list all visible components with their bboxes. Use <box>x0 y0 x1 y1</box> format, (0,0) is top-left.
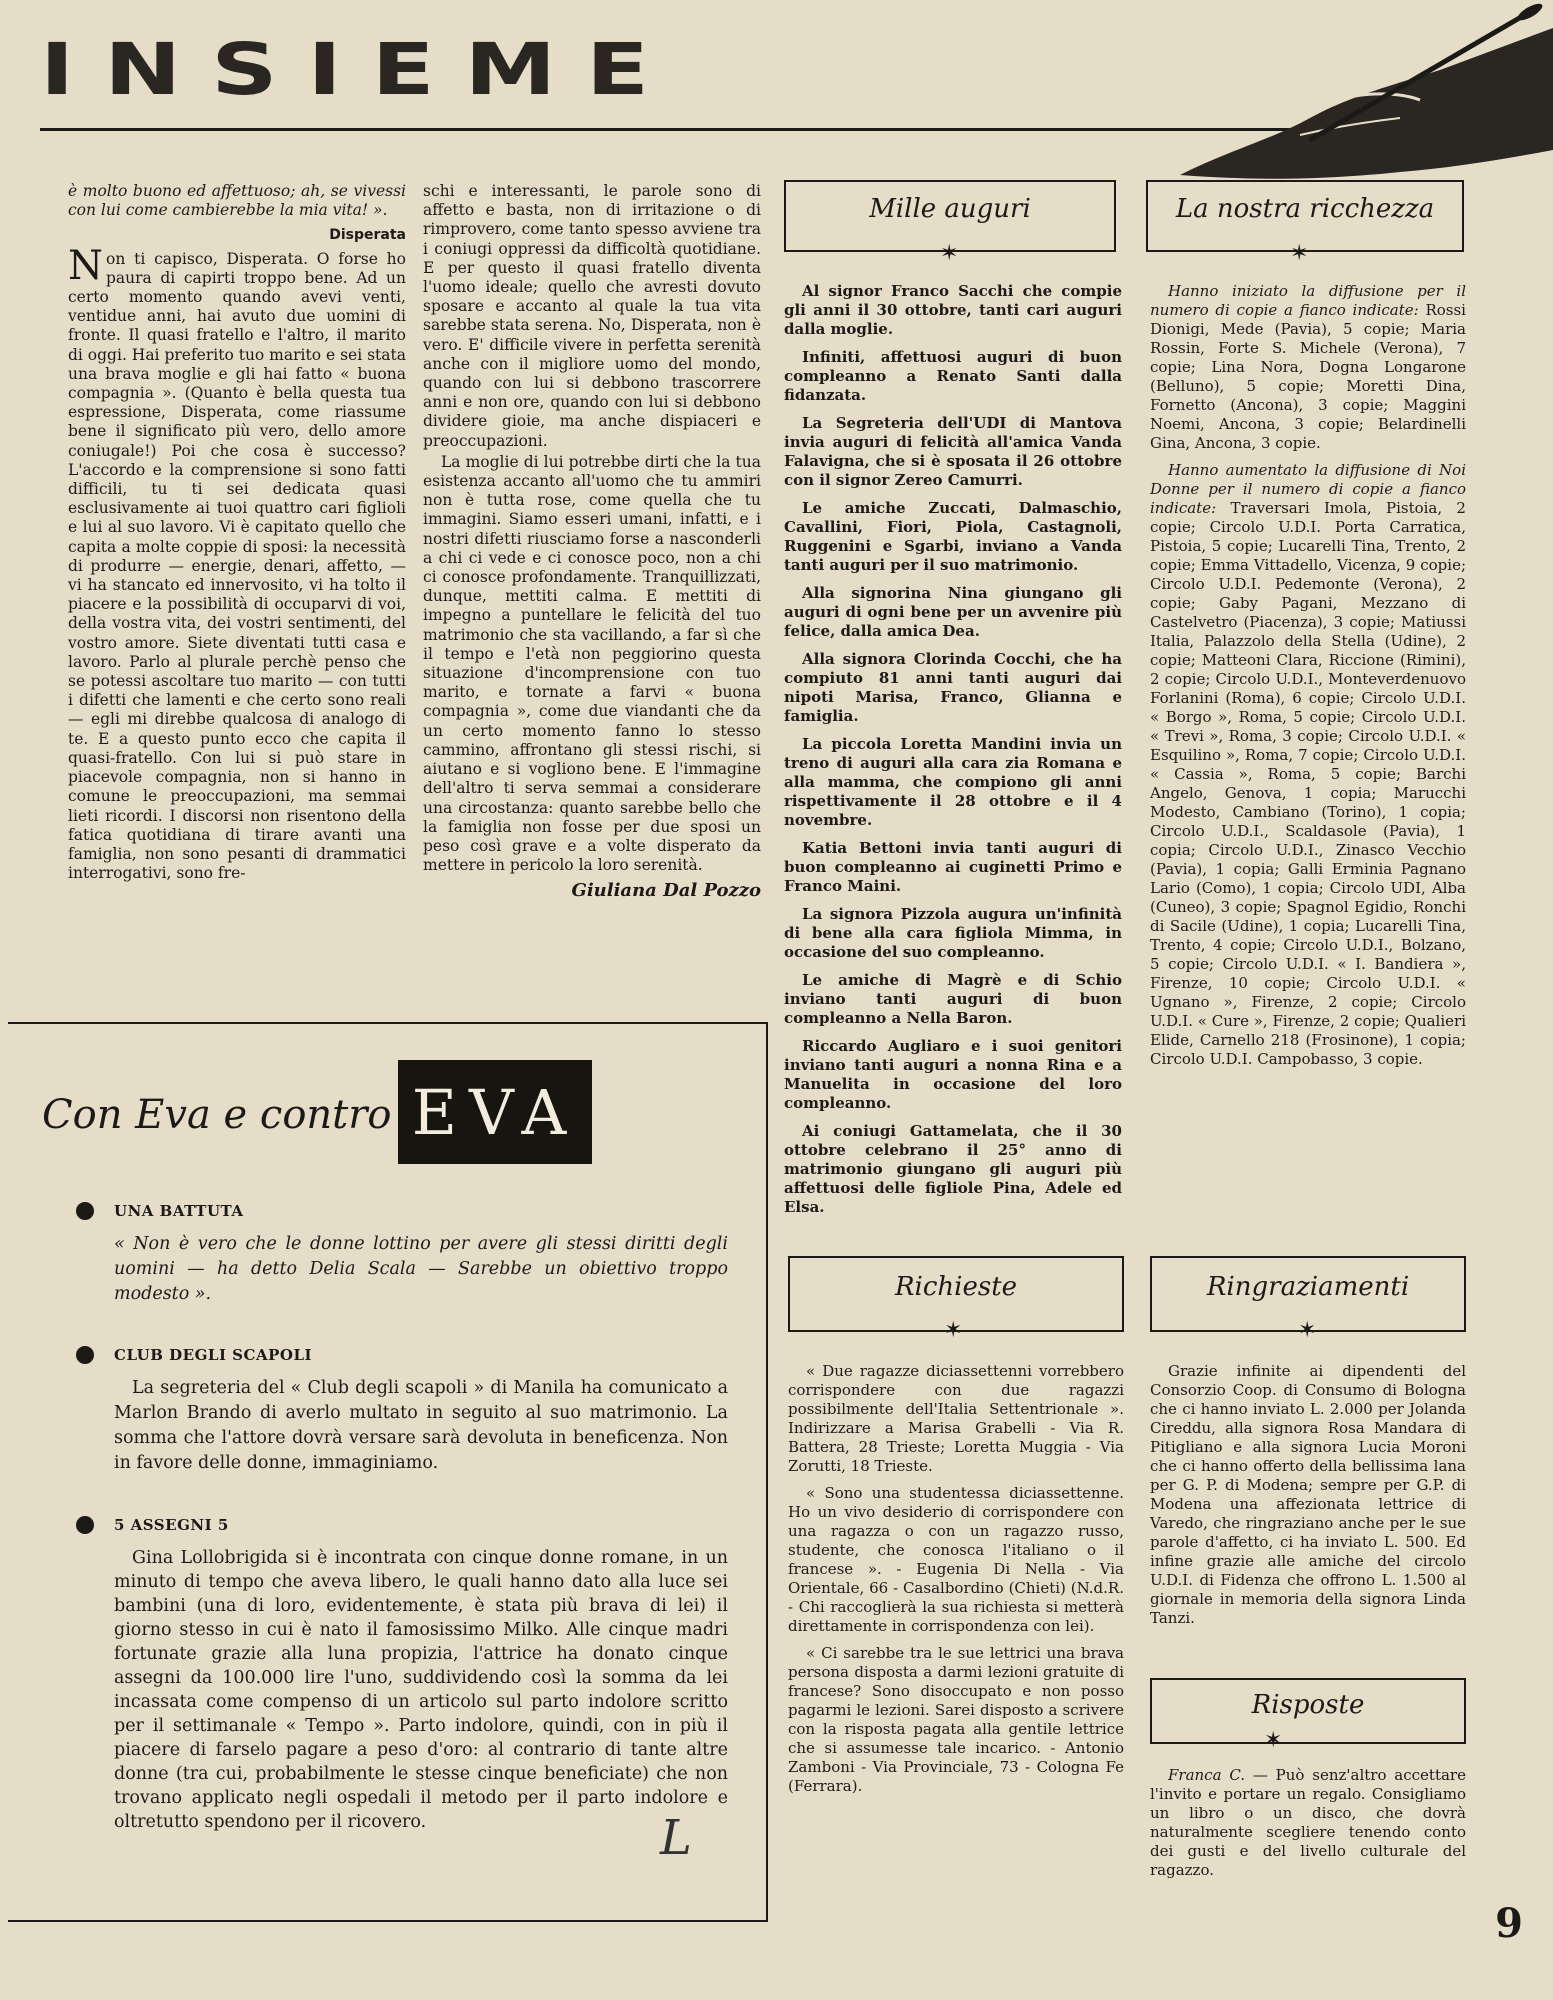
bullet-icon <box>76 1202 94 1220</box>
reply-paragraph-3: La moglie di lui potrebbe dirti che la tua esistenza accanto all'uomo che tu ammiri non è tutta rose, come quella che tu immagini. Siamo esseri umani, infatti, e i nostri difetti riusciamo forse a nasconderli a chi ci vede e ci conosce poco, non a chi ci conosce profondamente. Tranquillizzati, dunque, mettiti calma. E mettiti di impegno a puntellare le felicità del tuo matrimonio che sta vacillando, a far sì che il tempo e l'età non peggiorino questa situazione d'incomprensione con tuo marito, e tornate a farvi « buona compagnia », come due viandanti che da un certo momento fanno lo stesso cammino, affrontano gli stessi rischi, si aiutano e si vogliono bene. E l'immagine dell'altro ti serva semmai a considerare una circostanza: quanto sarebbe bello che la famiglia non fosse per due sposi un peso così grave e a volte disperato da mettere in pericolo la loro serenità. <box>423 452 761 875</box>
risposte-header <box>1150 1678 1466 1744</box>
star-icon: ✶ <box>944 1318 963 1343</box>
auguri-item: Alla signora Clorinda Cocchi, che ha compiuto 81 anni tanti auguri dai nipoti Marisa, Franco, Glianna e famiglia. <box>784 650 1122 725</box>
bullet-icon <box>76 1346 94 1364</box>
letter-heading: Disperata <box>329 227 406 244</box>
ricchezza-text <box>1150 282 1466 1077</box>
ricchezza-body-2: Traversari Imola, Pistoia, 2 copie; Circolo U.D.I. Porta Carratica, Pistoia, 5 copie; Lucarelli Tina, Trento, 2 copie; Emma Vittadello, Vicenza, 9 copie; Circolo U.D.I. Pedemonte (Verona), 2 copie; Gaby Pagani, Mezzano di Castelvetro (Piacenza), 3 copie; Matiussi Italia, Palazzolo della Stella (Udine), 2 copie; Matteoni Clara, Riccione (Rimini), 2 copie; Circolo U.D.I., Monteverdenuovo Forlanini (Roma), 6 copie; Circolo U.D.I. « Borgo », Roma, 5 copie; Circolo U.D.I. « Trevi », Roma, 3 copie; Circolo U.D.I. « Esquilino », Roma, 7 copie; Circolo U.D.I. « Cassia », Roma, 5 copie; Barchi Angelo, Genova, 1 copia; Marucchi Modesto, Cambiano (Torino), 1 copia; Circolo U.D.I., Scaldasole (Pavia), 1 copia; Circolo U.D.I., Zinasco Vecchio (Pavia), 1 copia; Galli Erminia Pagnano Lario (Como), 1 copia; Circolo UDI, Alba (Cuneo), 3 copie; Spagnol Egidio, Ronchi di Sacile (Udine), 1 copia; Lucarelli Tina, Trento, 4 copie; Circolo U.D.I., Bolzano, 5 copie; Circolo U.D.I. « I. Bandiera », Firenze, 10 copie; Circolo U.D.I. « Ugnano », Firenze, 2 copie; Circolo U.D.I. « Cure », Firenze, 2 copie; Qualieri Elide, Carnello 218 (Frosinone), 1 copia; Circolo U.D.I. Campobasso, 3 copie. <box>1150 499 1466 1068</box>
page-number: 9 <box>1495 1900 1523 1947</box>
ricchezza-lead-1: Hanno iniziato la diffusione per il numero di copie a fianco indicate: <box>1150 282 1466 319</box>
auguri-item: Riccardo Augliaro e i suoi genitori inviano tanti auguri a nonna Rina e a Manuelita in occasione del loro compleanno. <box>784 1037 1122 1112</box>
eva-item-body: « Non è vero che le donne lottino per avere gli stessi diritti degli uomini — ha detto Delia Scala — Sarebbe un obiettivo troppo modesto ». <box>114 1234 728 1304</box>
auguri-item: La signora Pizzola augura un'infinità di bene alla cara figliola Mimma, in occasione del suo compleanno. <box>784 905 1122 961</box>
risposte-title: Risposte <box>1251 1690 1365 1720</box>
ringraziamenti-text <box>1150 1362 1466 1636</box>
star-icon: ✶ <box>1298 1318 1317 1343</box>
star-icon: ✶ <box>1290 241 1309 266</box>
richieste-paragraph: « Sono una studentessa diciassettenne. Ho un vivo desiderio di corrispondere con una ragazza o con un ragazzo russo, studente, che conosca l'italiano o il francese ». - Eugenia Di Nella - Via Orientale, 66 - Casalbordino (Chieti) (N.d.R. - Chi raccoglierà la sua richiesta si metterà direttamente in corrispondenza con lei). <box>788 1484 1124 1635</box>
auguri-item: Alla signorina Nina giungano gli auguri di ogni bene per un avvenire più felice, dalla amica Dea. <box>784 584 1122 640</box>
eva-item-body: La segreteria del « Club degli scapoli » di Manila ha comunicato a Marlon Brando di averlo multato in seguito al suo matrimonio. La somma che l'attore dovrà versare sarà devoluta in beneficenza. Non in favore delle donne, immaginiamo. <box>114 1378 728 1473</box>
bullet-icon <box>76 1516 94 1534</box>
auguri-item: Le amiche di Magrè e di Schio inviano tanti auguri di buon compleanno a Nella Baron. <box>784 971 1122 1027</box>
richieste-paragraph: « Due ragazze diciassettenni vorrebbero corrispondere con due ragazzi possibilmente dell'Italia Settentrionale ». Indirizzare a Marisa Grabelli - Via R. Battera, 28 Trieste; Loretta Muggia - Via Zorutti, 18 Trieste. <box>788 1362 1124 1475</box>
mille-auguri-list <box>784 282 1122 1226</box>
richieste-title: Richieste <box>894 1272 1018 1302</box>
eva-item-heading: CLUB DEGLI SCAPOLI <box>114 1346 313 1364</box>
masthead-title: INSIEME <box>40 27 679 112</box>
eva-item-heading: UNA BATTUTA <box>114 1202 244 1220</box>
reply-paragraph-2: schi e interessanti, le parole sono di affetto e basta, non di irritazione o di rimprovero, come tanto spesso avviene tra i coniugi oppressi da difficoltà quotidiane. E per questo il quasi fratello diventa l'uomo ideale; quello che avresti dovuto sposare e accanto al quale la tua vita sarebbe stata serena. No, Disperata, non è vero. E' difficile vivere in perfetta serenità anche con il migliore uomo del mondo, quando con lui si debbono trascorrere anni e non ore, quando con lui si debbono dividere gioie, ma anche dispiaceri e preoccupazioni. <box>423 182 761 450</box>
richieste-text <box>788 1362 1124 1804</box>
star-icon: ✶ <box>1264 1728 1283 1753</box>
author-signature: Giuliana Dal Pozzo <box>571 880 761 902</box>
eva-item-heading: 5 ASSEGNI 5 <box>114 1516 229 1534</box>
eva-title-block: EVA <box>398 1060 592 1164</box>
auguri-item: Katia Bettoni invia tanti auguri di buon compleanno ai cuginetti Primo e Franco Maini. <box>784 839 1122 895</box>
auguri-item: La Segreteria dell'UDI di Mantova invia auguri di felicità all'amica Vanda Falavigna, che si è sposata il 26 ottobre con il signor Zereo Camurri. <box>784 414 1122 489</box>
auguri-item: Ai coniugi Gattamelata, che il 30 ottobre celebrano il 25° anno di matrimonio giungano gli auguri più affettuosi delle figliole Pina, Adele ed Elsa. <box>784 1122 1122 1216</box>
risposte-text <box>1150 1766 1466 1888</box>
intro-quote: è molto buono ed affettuoso; ah, se vivessi con lui come cambierebbe la mia vita! ». <box>68 182 406 220</box>
signature-mark: L <box>660 1810 692 1866</box>
column-2 <box>423 182 761 901</box>
star-icon: ✶ <box>940 241 959 266</box>
ricchezza-lead-2: Hanno aumentato la diffusione di Noi Donne per il numero di copie a fianco indicate: <box>1150 461 1466 517</box>
reply-paragraph-1: Non ti capisco, Disperata. O forse ho paura di capirti troppo bene. Ad un certo momento quando avevi venti, ventidue anni, hai avuto due uomini di fronte. Il quasi fratello e l'altro, il marito di oggi. Hai preferito tuo marito e sei stata una brava moglie e gli hai fatto « buona compagnia ». (Quanto è bella questa tua espressione, Disperata, come riassume bene il significato più vero, dello amore coniugale!) Poi che cosa è successo? L'accordo e la comprensione si sono fatti difficili, tu ti sei dedicata quasi esclusivamente ai tuoi quattro cari figlioli e lui al suo lavoro. Vi è capitato quello che capita a molte coppie di sposi: la necessità di produrre — energie, denari, affetto, — vi ha stancato ed innervosito, vi ha tolto il piacere e la possibilità di occuparvi di voi, della vostra vita, dei vostri sentimenti, del vostro amore. Siete diventati tutti casa e lavoro. Parlo al plurale perchè penso che se potessi ascoltare tuo marito — con tutti i difetti che lamenti e che certo sono reali — egli mi direbbe qualcosa di analogo di te. E a questo punto ecco che capita il quasi-fratello. Con lui si può stare in piacevole compagnia, non si hanno in comune le preoccupazioni, ma semmai lieti ricordi. I discorsi non risentono della fatica quotidiana di tirare avanti una famiglia, non sono pesanti di drammatici interrogativi, sono fre- <box>68 242 406 883</box>
richieste-paragraph: « Ci sarebbe tra le sue lettrici una brava persona disposta a darmi lezioni gratuite di francese? Sono disoccupato e non posso pagarmi le lezioni. Sarei disposto a scrivere con la risposta pagata alla gentile lettrice che si assumesse tale incarico. - Antonio Zamboni - Via Provinciale, 73 - Cologna Fe (Ferrara). <box>788 1644 1124 1795</box>
risposte-lead: Franca C. <box>1168 1766 1246 1784</box>
auguri-item: Le amiche Zuccati, Dalmaschio, Cavallini, Fiori, Piola, Castagnoli, Ruggenini e Sgarbi, inviano a Vanda tanti auguri per il suo matrimonio. <box>784 499 1122 574</box>
ringraziamenti-title: Ringraziamenti <box>1206 1272 1410 1302</box>
eva-title: Con Eva e contro <box>42 1092 392 1138</box>
auguri-item: La piccola Loretta Mandini invia un treno di auguri alla cara zia Romana e alla mamma, che compiono gli anni rispettivamente il 28 ottobre e il 4 novembre. <box>784 735 1122 829</box>
auguri-item: Infiniti, affettuosi auguri di buon compleanno a Renato Santi dalla fidanzata. <box>784 348 1122 404</box>
ricchezza-title: La nostra ricchezza <box>1175 194 1435 224</box>
mille-auguri-title: Mille auguri <box>869 194 1031 224</box>
auguri-item: Al signor Franco Sacchi che compie gli anni il 30 ottobre, tanti cari auguri dalla moglie. <box>784 282 1122 338</box>
column-1 <box>68 182 406 885</box>
risposte-text-body: — Può senz'altro accettare l'invito e portare un regalo. Consigliamo un libro o un disco, che dovrà naturalmente scegliere tenendo conto dei gusti e del livello culturale del ragazzo. <box>1150 1766 1466 1879</box>
ringraziamenti-body: Grazie infinite ai dipendenti del Consorzio Coop. di Consumo di Bologna che ci hanno inviato L. 2.000 per Jolanda Cireddu, alla signora Rosa Mandara di Pitigliano e alla signora Lucia Moroni che ci hanno offerto della bellissima lana per G. P. di Modena; sempre per G.P. di Modena una affezionata lettrice di Varedo, che ringraziano anche per le sue parole d'affetto, ci ha inviato L. 500. Ed infine grazie alle amiche del circolo U.D.I. di Fidenza che offrono L. 1.500 al giornale in memoria della signora Linda Tanzi. <box>1150 1362 1466 1627</box>
ricchezza-paragraph-2 <box>1150 461 1466 1069</box>
ricchezza-body-1: Rossi Dionigi, Mede (Pavia), 5 copie; Maria Rossin, Forte S. Michele (Verona), 7 copie; Lina Nora, Dogna Longarone (Belluno), 5 copie; Moretti Dina, Fornetto (Ancona), 3 copie; Maggini Noemi, Ancona, 3 copie; Belardinelli Gina, Ancona, 3 copie. <box>1150 301 1466 452</box>
hand-with-pen-icon <box>1120 0 1553 190</box>
eva-item-body: Gina Lollobrigida si è incontrata con cinque donne romane, in un minuto di tempo che aveva libero, le quali hanno dato alla luce sei bambini (una di loro, evidentemente, è stata più brava di lei) il giorno stesso in cui è nato il famosissimo Milko. Alle cinque madri fortunate grazie alla luna propizia, l'attrice ha donato cinque assegni da 100.000 lire l'uno, suddividendo così la somma da lei incassata come compenso di un articolo sul parto indolore scritto per il settimanale « Tempo ». Parto indolore, quindi, con in più il piacere di farselo pagare a peso d'oro: al contrario di tante altre donne (tra cui, probabilmente le stesse cinque beneficiate) che non trovano applicato negli ospedali il metodo per il parto indolore e oltretutto spendono per il ricovero. <box>114 1548 728 1832</box>
risposte-body <box>1150 1766 1466 1880</box>
ricchezza-paragraph-1 <box>1150 282 1466 453</box>
